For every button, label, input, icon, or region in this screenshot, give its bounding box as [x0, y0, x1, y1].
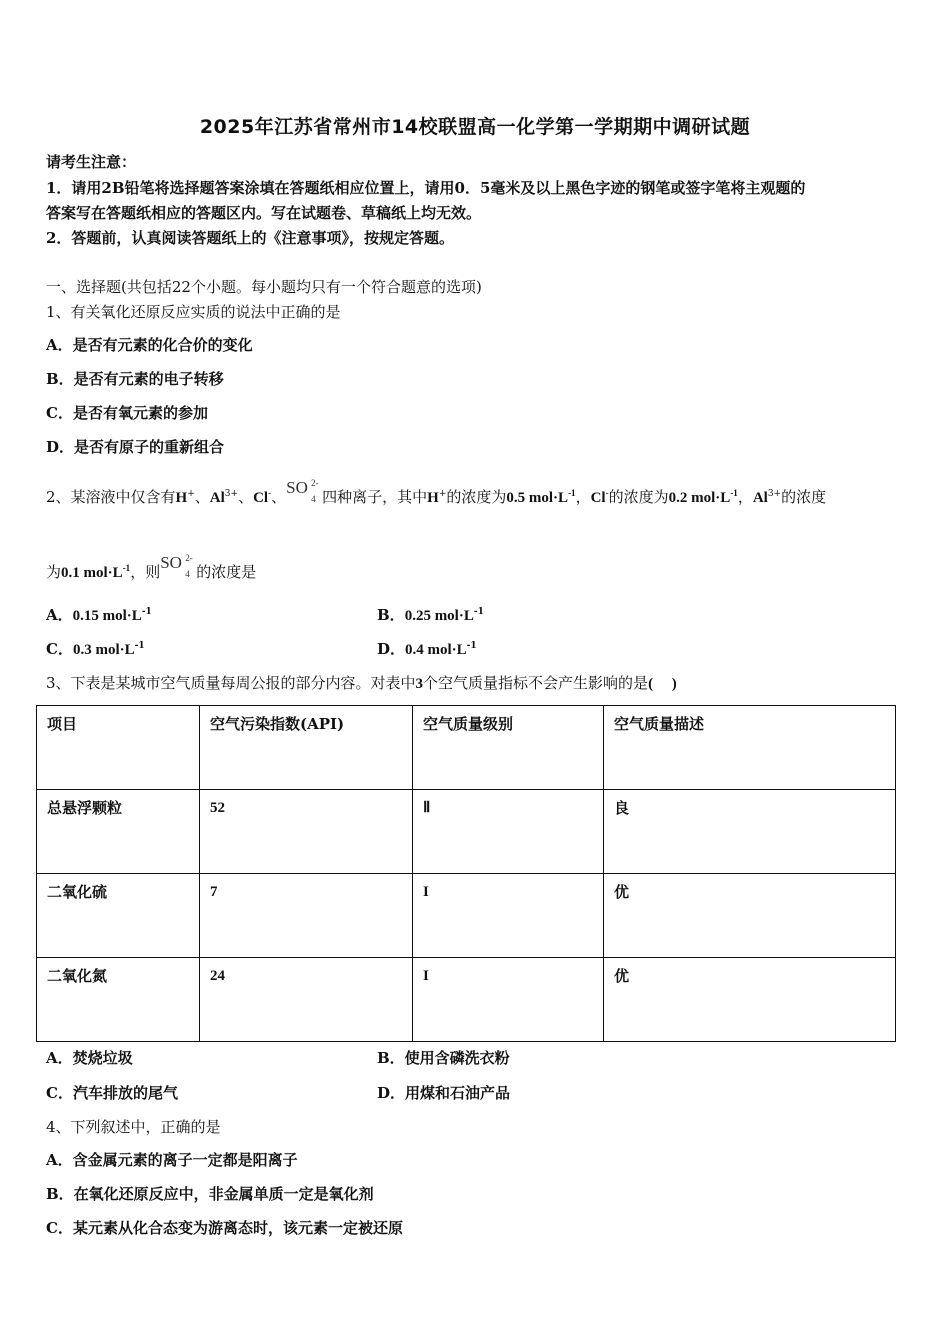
option-label: D． [377, 640, 406, 658]
q2-option-b [377, 605, 484, 626]
header-cell: 空气质量级别 [413, 706, 604, 790]
q2-ion-h-charge: + [187, 489, 195, 499]
q2-ion-cl-charge: - [268, 489, 272, 499]
table-cell: 优 [604, 958, 896, 1042]
q2-text: 2、某溶液中仅含有 [46, 488, 176, 506]
q2-stem-line-1 [46, 478, 826, 508]
q1-option-b: B．是否有元素的电子转移 [46, 370, 224, 388]
q4-stem: 4、下列叙述中，正确的是 [46, 1118, 221, 1136]
table-cell: 良 [604, 790, 896, 874]
header-cell: 项目 [37, 706, 200, 790]
q1-stem: 1、有关氧化还原反应实质的说法中正确的是 [46, 303, 341, 321]
notice-item-1-line-1: 1．请用2B铅笔将选择题答案涂填在答题纸相应位置上，请用0．5毫米及以上黑色字迹的钢笔或签字笔将主观题的 [46, 179, 806, 197]
q2-value-exp: -1 [122, 563, 131, 573]
q2-stem-line-2 [46, 553, 256, 583]
option-exp: -1 [473, 607, 484, 617]
option-value: 0.4 mol·L [405, 642, 467, 658]
q3-stem [46, 673, 677, 694]
q4-option-c: C．某元素从化合态变为游离态时，该元素一定被还原 [46, 1219, 403, 1237]
q3-option-b: B．使用含磷洗衣粉 [377, 1049, 510, 1067]
table-header-row [37, 706, 896, 790]
q2-ion-h-charge: + [438, 489, 447, 499]
q2-sep: 、 [271, 488, 287, 506]
q2-value: 0.1 mol·L [61, 565, 123, 581]
page-title: 2025年江苏省常州市14校联盟高一化学第一学期期中调研试题 [199, 116, 751, 138]
q2-option-c [46, 639, 145, 660]
q2-text: 的浓度为 [608, 488, 669, 506]
table-row [37, 958, 896, 1042]
table-cell: 24 [200, 958, 413, 1042]
air-quality-table [36, 705, 896, 1042]
q1-option-c: C．是否有氧元素的参加 [46, 404, 208, 422]
q2-value-exp: -1 [730, 488, 738, 498]
option-label: C． [46, 640, 73, 658]
option-value: 0.25 mol·L [404, 608, 474, 624]
q2-ion-cl: Cl [253, 490, 269, 506]
sulfate-subscript: 4 [311, 494, 316, 504]
table-cell: 7 [200, 874, 413, 958]
q3-blank: ( ) [648, 676, 677, 692]
q2-ion-h: H [175, 490, 188, 506]
q2-text: 的浓度 [781, 488, 827, 506]
notice-item-1-line-2: 答案写在答题纸相应的答题区内。写在试题卷、草稿纸上均无效。 [46, 204, 482, 222]
table-cell: 52 [200, 790, 413, 874]
q1-option-d: D．是否有原子的重新组合 [46, 438, 225, 456]
table-cell: I [413, 958, 604, 1042]
sulfate-charge: 2- [185, 553, 193, 563]
q2-option-a [46, 605, 152, 626]
option-value: 0.3 mol·L [72, 642, 135, 658]
q4-option-a: A．含金属元素的离子一定都是阳离子 [46, 1151, 298, 1169]
q2-ion-al-charge: 3+ [767, 489, 782, 499]
q2-text: 的浓度是 [196, 563, 257, 581]
q2-value: 0.5 mol·L [506, 490, 569, 506]
table-cell: 二氧化氮 [37, 958, 200, 1042]
sulfate-formula [286, 478, 322, 506]
notice-item-2: 2．答题前，认真阅读答题纸上的《注意事项》，按规定答题。 [46, 229, 454, 247]
sulfate-subscript: 4 [185, 569, 190, 579]
table-cell: Ⅱ [413, 790, 604, 874]
notice-heading: 请考生注意： [46, 153, 137, 171]
q3-text: 3、下表是某城市空气质量每周公报的部分内容。对表中 [46, 674, 416, 692]
q2-ion-cl-charge: - [605, 489, 609, 499]
q3-option-d: D．用煤和石油产品 [377, 1084, 511, 1102]
option-exp: -1 [466, 641, 477, 651]
q4-option-b: B．在氧化还原反应中，非金属单质一定是氧化剂 [46, 1185, 374, 1203]
q2-value: 0.2 mol·L [668, 490, 731, 506]
q3-number: 3 [415, 676, 424, 692]
sulfate-charge: 2- [311, 478, 319, 488]
q2-text: ， [575, 488, 591, 506]
sulfate-so: SO [286, 478, 308, 497]
option-exp: -1 [141, 607, 152, 617]
table-cell: I [413, 874, 604, 958]
q3-option-c: C．汽车排放的尾气 [46, 1084, 178, 1102]
table-row [37, 790, 896, 874]
table-cell: 优 [604, 874, 896, 958]
q2-sep: 、 [194, 488, 210, 506]
q2-ion-cl: Cl [590, 490, 606, 506]
q2-text: ，则 [130, 563, 161, 581]
header-cell: 空气质量描述 [604, 706, 896, 790]
q1-option-a: A．是否有元素的化合价的变化 [46, 336, 253, 354]
section-heading: 一、选择题(共包括22个小题。每小题均只有一个符合题意的选项) [46, 278, 482, 296]
q2-text: 的浓度为 [446, 488, 507, 506]
q2-option-d [377, 639, 477, 660]
q2-value-exp: -1 [568, 488, 576, 498]
q3-option-a: A．焚烧垃圾 [46, 1049, 133, 1067]
q2-text: 四种离子，其中 [322, 488, 428, 506]
q2-ion-al: Al [752, 490, 768, 506]
option-label: A． [46, 606, 73, 624]
option-label: B． [377, 606, 405, 624]
q2-text: 为 [46, 563, 62, 581]
option-exp: -1 [134, 641, 145, 651]
q2-ion-al: Al [209, 490, 225, 506]
q2-ion-al-charge: 3+ [224, 489, 239, 499]
table-cell: 二氧化硫 [37, 874, 200, 958]
table-row [37, 874, 896, 958]
q2-sep: 、 [238, 488, 254, 506]
table-cell: 总悬浮颗粒 [37, 790, 200, 874]
q2-ion-h: H [427, 490, 439, 506]
sulfate-so: SO [160, 553, 182, 572]
sulfate-formula [160, 553, 196, 581]
option-value: 0.15 mol·L [72, 608, 142, 624]
q3-text: 个空气质量指标不会产生影响的是 [423, 674, 649, 692]
header-cell: 空气污染指数(API) [200, 706, 413, 790]
q2-text: ， [737, 488, 753, 506]
